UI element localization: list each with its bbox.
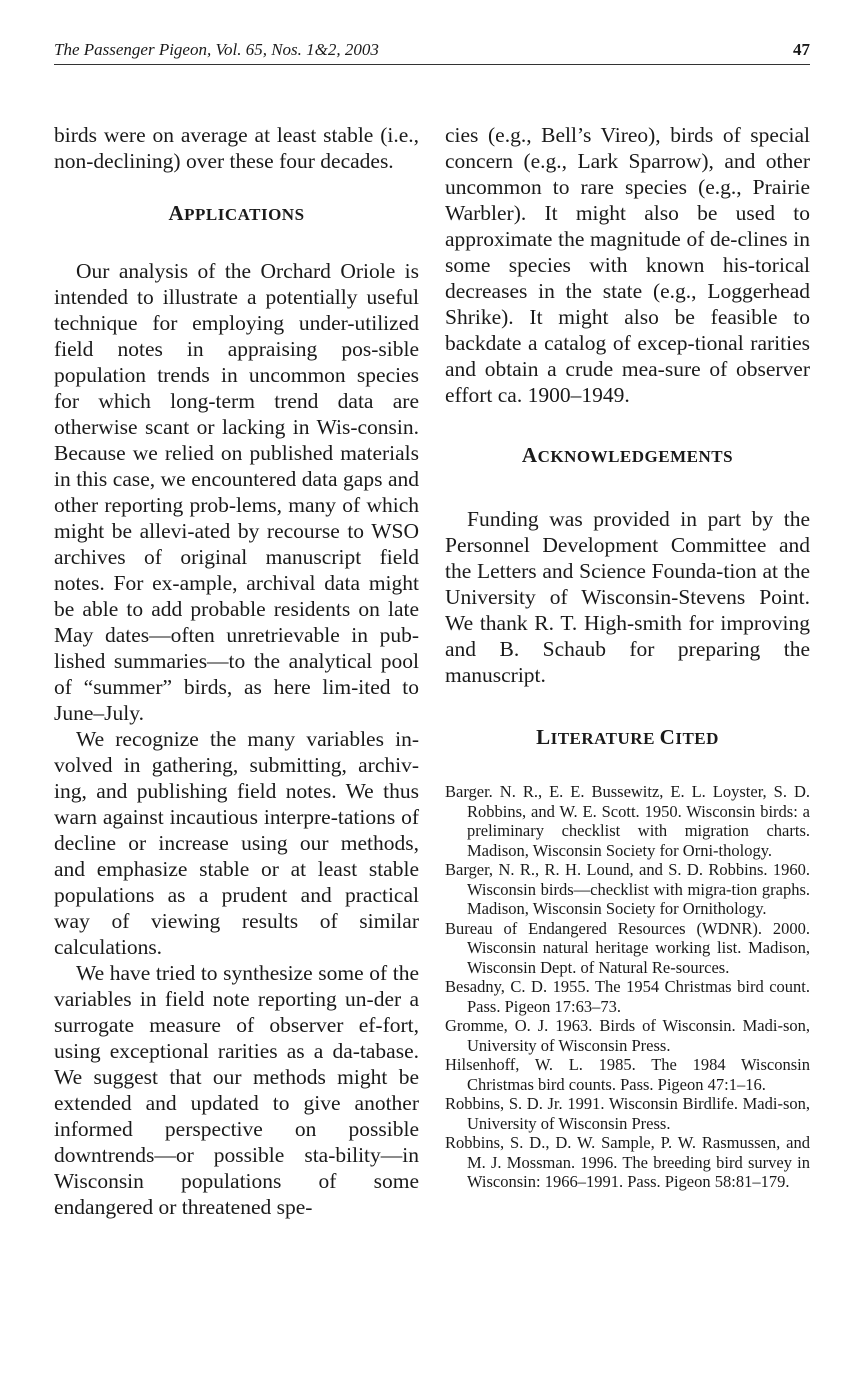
reference-item: Robbins, S. D., D. W. Sample, P. W. Rasmussen, and M. J. Mossman. 1996. The breeding bird survey in Wisconsin: 1966–1991. Pass. Pigeon 58:81–179. bbox=[445, 1133, 810, 1191]
reference-item: Hilsenhoff, W. L. 1985. The 1984 Wisconsin Christmas bird counts. Pass. Pigeon 47:1–16. bbox=[445, 1055, 810, 1094]
paragraph-applications-2: We recognize the many variables in-volved in gathering, submitting, archiv-ing, and publishing field notes. We thus warn against incautious interpre-tations of decline or increase using our methods, and emphasize stable or at least stable populations as a prudent and practical way of viewing results of similar calculations. bbox=[54, 727, 419, 959]
reference-item: Barger. N. R., E. E. Bussewitz, E. L. Loyster, S. D. Robbins, and W. E. Scott. 1950. Wisconsin birds: a preliminary checklist with migration charts. Madison, Wisconsin Society for Orni-thology. bbox=[445, 782, 810, 860]
reference-item: Besadny, C. D. 1955. The 1954 Christmas bird count. Pass. Pigeon 17:63–73. bbox=[445, 977, 810, 1016]
paragraph-applications-1: Our analysis of the Orchard Oriole is intended to illustrate a potentially useful technique for employing under-utilized field notes in appraising pos-sible population trends in uncommon species for which long-term trend data are otherwise scant or lacking in Wis-consin. Because we relied on published materials in this case, we encountered data gaps and other reporting prob-lems, many of which might be allevi-ated by recourse to WSO archives of original manuscript field notes. For ex-ample, archival data might be able to add probable residents on late May dates—often unretrievable in pub-lished summaries—to the analytical pool of “summer” birds, as here lim-ited to June–July. bbox=[54, 259, 419, 725]
reference-item: Barger, N. R., R. H. Lound, and S. D. Robbins. 1960. Wisconsin birds—checklist with migra-tion graphs. Madison, Wisconsin Society for Ornithology. bbox=[445, 860, 810, 918]
paragraph-applications-3: We have tried to synthesize some of the variables in field note reporting un-der a surrogate measure of observer ef-fort, using exceptional rarities as a da-tabase. We suggest that our methods might be extended and updated to give another informed perspective on possible downtrends—or possible sta-bility—in Wisconsin populations of some endangered or threatened spe- bbox=[54, 961, 419, 1219]
paragraph-continued: birds were on average at least stable (i.e., non-declining) over these four decades. bbox=[54, 123, 419, 173]
section-heading-acknowledgements: ACKNOWLEDGEMENTS bbox=[521, 443, 734, 467]
reference-item: Robbins, S. D. Jr. 1991. Wisconsin Birdlife. Madi-son, University of Wisconsin Press. bbox=[445, 1094, 810, 1133]
left-column bbox=[54, 122, 419, 1220]
page-number: 47 bbox=[793, 40, 810, 59]
reference-list bbox=[445, 782, 810, 1192]
journal-citation: The Passenger Pigeon, Vol. 65, Nos. 1&2, 2003 bbox=[54, 40, 379, 59]
running-header bbox=[54, 38, 810, 65]
reference-item: Gromme, O. J. 1963. Birds of Wisconsin. Madi-son, University of Wisconsin Press. bbox=[445, 1016, 810, 1055]
section-heading-literature-cited: LITERATURE CITED bbox=[536, 725, 719, 749]
right-column bbox=[445, 122, 810, 1192]
section-heading-applications: APPLICATIONS bbox=[168, 201, 305, 225]
paragraph-continued-right: cies (e.g., Bell’s Vireo), birds of special concern (e.g., Lark Sparrow), and other uncommon to rare species (e.g., Prairie Warbler). It might also be used to approximate the magnitude of de-clines in some species with known his-torical decreases in the state (e.g., Loggerhead Shrike). It might also be feasible to backdate a catalog of excep-tional rarities and obtain a crude mea-sure of observer effort ca. 1900–1949. bbox=[445, 123, 810, 407]
reference-item: Bureau of Endangered Resources (WDNR). 2000. Wisconsin natural heritage working list. Madison, Wisconsin Dept. of Natural Re-sources. bbox=[445, 918, 810, 977]
paragraph-acknowledgements: Funding was provided in part by the Personnel Development Committee and the Letters and Science Founda-tion at the University of Wisconsin-Stevens Point. We thank R. T. High-smith for improving and B. Schaub for preparing the manuscript. bbox=[445, 507, 810, 687]
